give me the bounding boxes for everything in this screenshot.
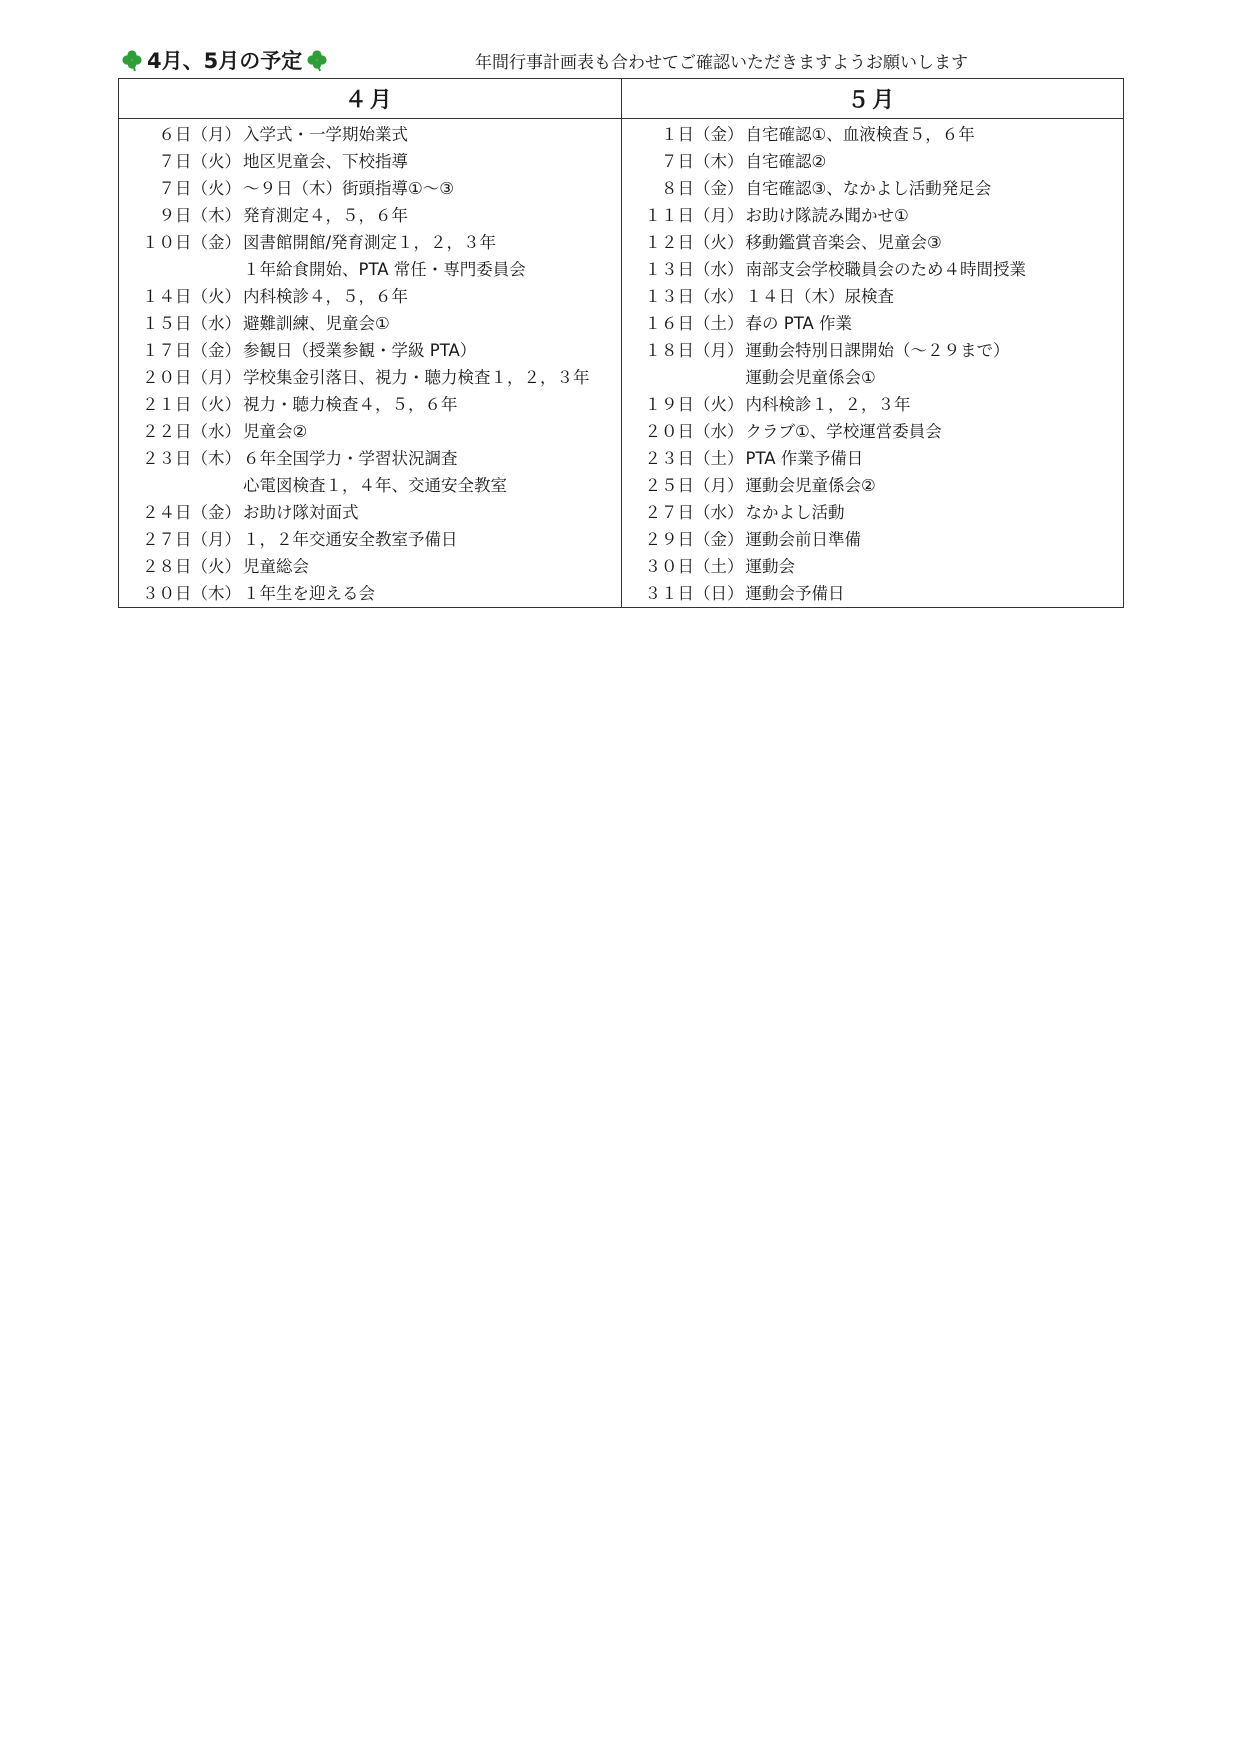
schedule-date: ２９日（金）: [644, 530, 744, 549]
schedule-event: １年生を迎える会: [243, 584, 375, 603]
schedule-row: [636, 229, 1124, 256]
schedule-date: １７日（金）: [142, 341, 241, 360]
schedule-event: 図書館開館/発育測定１，２，３年: [243, 233, 497, 252]
schedule-date: ２２日（水）: [142, 422, 241, 441]
schedule-date: １５日（水）: [142, 314, 241, 333]
schedule-date: １日（金）: [661, 125, 744, 144]
schedule-row: [133, 283, 621, 310]
schedule-event: 運動会前日準備: [745, 530, 861, 549]
schedule-date: １３日（水）: [644, 287, 744, 306]
schedule-row: [133, 148, 621, 175]
schedule-event: お助け隊読み聞かせ①: [745, 206, 909, 225]
schedule-row: [133, 337, 621, 364]
schedule-event: 自宅確認③、なかよし活動発足会: [745, 179, 992, 198]
schedule-date: ２０日（月）: [142, 368, 241, 387]
schedule-date: １６日（土）: [644, 314, 744, 333]
schedule-date: ７日（火）: [158, 179, 241, 198]
schedule-event: 内科検診１，２，３年: [745, 395, 911, 414]
schedule-date: ２０日（水）: [644, 422, 744, 441]
schedule-date: ７日（木）: [661, 152, 744, 171]
page-title-group: [120, 44, 329, 76]
schedule-date: １０日（金）: [142, 233, 241, 252]
schedule-table: [118, 78, 1124, 608]
schedule-date: １１日（月）: [644, 206, 744, 225]
schedule-row: [636, 175, 1124, 202]
april-heading: ４月: [119, 79, 621, 119]
schedule-event: お助け隊対面式: [243, 503, 359, 522]
schedule-event: PTA 作業予備日: [745, 449, 864, 468]
schedule-date: ２７日（水）: [644, 503, 744, 522]
schedule-event: 学校集金引落日、視力・聴力検査１，２，３年: [243, 368, 590, 387]
schedule-event: 心電図検査１，４年、交通安全教室: [243, 476, 507, 495]
schedule-row: [133, 229, 621, 256]
schedule-event: １４日（木）尿検査: [745, 287, 894, 306]
schedule-date: ３０日（土）: [644, 557, 744, 576]
schedule-date: １８日（月）: [644, 341, 744, 360]
schedule-date: ２３日（土）: [644, 449, 744, 468]
schedule-event: 児童総会: [243, 557, 309, 576]
schedule-date: ２１日（火）: [142, 395, 241, 414]
schedule-row: [636, 553, 1124, 580]
header-note: 年間行事計画表も合わせてご確認いただきますようお願いします: [475, 53, 968, 73]
clover-icon: [305, 48, 329, 72]
schedule-date: ２８日（火）: [142, 557, 241, 576]
schedule-date: ２４日（金）: [142, 503, 241, 522]
schedule-date: ８日（金）: [661, 179, 744, 198]
schedule-event: 運動会児童係会①: [745, 368, 876, 387]
page-title: 4月、5月の予定: [147, 49, 303, 73]
schedule-row: [636, 445, 1124, 472]
schedule-date: ７日（火）: [158, 152, 241, 171]
schedule-row: [133, 310, 621, 337]
schedule-event: 運動会: [745, 557, 795, 576]
schedule-event: 南部支会学校職員会のため４時間授業: [745, 260, 1026, 279]
schedule-date: １４日（火）: [142, 287, 241, 306]
schedule-event: １，２年交通安全教室予備日: [243, 530, 458, 549]
april-rows: [119, 119, 621, 607]
schedule-event: 運動会予備日: [745, 584, 845, 603]
schedule-row: [133, 553, 621, 580]
schedule-row: [636, 526, 1124, 553]
schedule-event: 視力・聴力検査４，５，６年: [243, 395, 458, 414]
schedule-row: [133, 418, 621, 445]
schedule-event: 春の PTA 作業: [745, 314, 853, 333]
schedule-row: [133, 364, 621, 391]
schedule-date: １９日（火）: [644, 395, 744, 414]
schedule-date: １３日（水）: [644, 260, 744, 279]
schedule-event: クラブ①、学校運営委員会: [745, 422, 942, 441]
april-column: [119, 79, 621, 607]
schedule-date: ９日（木）: [158, 206, 241, 225]
schedule-row: [636, 256, 1124, 283]
schedule-date: ３１日（日）: [644, 584, 744, 603]
schedule-row: [636, 148, 1124, 175]
may-rows: [622, 119, 1124, 607]
schedule-row: [636, 337, 1124, 364]
schedule-event: 地区児童会、下校指導: [243, 152, 408, 171]
schedule-event: ～９日（木）街頭指導①～③: [243, 179, 455, 198]
schedule-row: [636, 499, 1124, 526]
schedule-date: ２３日（木）: [142, 449, 241, 468]
schedule-event: なかよし活動: [745, 503, 845, 522]
schedule-row: [636, 283, 1124, 310]
schedule-row: [636, 418, 1124, 445]
schedule-row: [133, 445, 621, 472]
schedule-event: 運動会特別日課開始（～２９まで）: [745, 341, 1010, 360]
schedule-row: [636, 472, 1124, 499]
clover-icon: [120, 48, 144, 72]
schedule-row: [636, 310, 1124, 337]
schedule-date: ６日（月）: [158, 125, 241, 144]
schedule-row: [133, 580, 621, 607]
schedule-row: [636, 202, 1124, 229]
schedule-row: [133, 256, 621, 283]
schedule-row: [636, 364, 1124, 391]
may-column: [621, 79, 1124, 607]
schedule-row: [133, 499, 621, 526]
schedule-event: １年給食開始、PTA 常任・専門委員会: [243, 260, 526, 279]
schedule-row: [133, 526, 621, 553]
may-heading: ５月: [622, 79, 1124, 119]
schedule-row: [636, 121, 1124, 148]
schedule-event: 自宅確認①、血液検査５，６年: [745, 125, 975, 144]
schedule-date: ３０日（木）: [142, 584, 241, 603]
schedule-event: 入学式・一学期始業式: [243, 125, 408, 144]
schedule-event: ６年全国学力・学習状況調査: [243, 449, 458, 468]
schedule-row: [636, 391, 1124, 418]
schedule-row: [133, 472, 621, 499]
schedule-date: １２日（火）: [644, 233, 744, 252]
schedule-event: 移動鑑賞音楽会、児童会③: [745, 233, 942, 252]
schedule-event: 児童会②: [243, 422, 308, 441]
schedule-row: [133, 175, 621, 202]
schedule-row: [133, 202, 621, 229]
schedule-event: 避難訓練、児童会①: [243, 314, 390, 333]
schedule-event: 発育測定４，５，６年: [243, 206, 408, 225]
schedule-event: 運動会児童係会②: [745, 476, 876, 495]
page-header: [120, 44, 1125, 76]
schedule-date: ２７日（月）: [142, 530, 241, 549]
schedule-event: 自宅確認②: [745, 152, 827, 171]
schedule-row: [636, 580, 1124, 607]
schedule-row: [133, 391, 621, 418]
schedule-date: ２５日（月）: [644, 476, 744, 495]
schedule-row: [133, 121, 621, 148]
schedule-event: 参観日（授業参観・学級 PTA）: [243, 341, 477, 360]
schedule-event: 内科検診４，５，６年: [243, 287, 408, 306]
